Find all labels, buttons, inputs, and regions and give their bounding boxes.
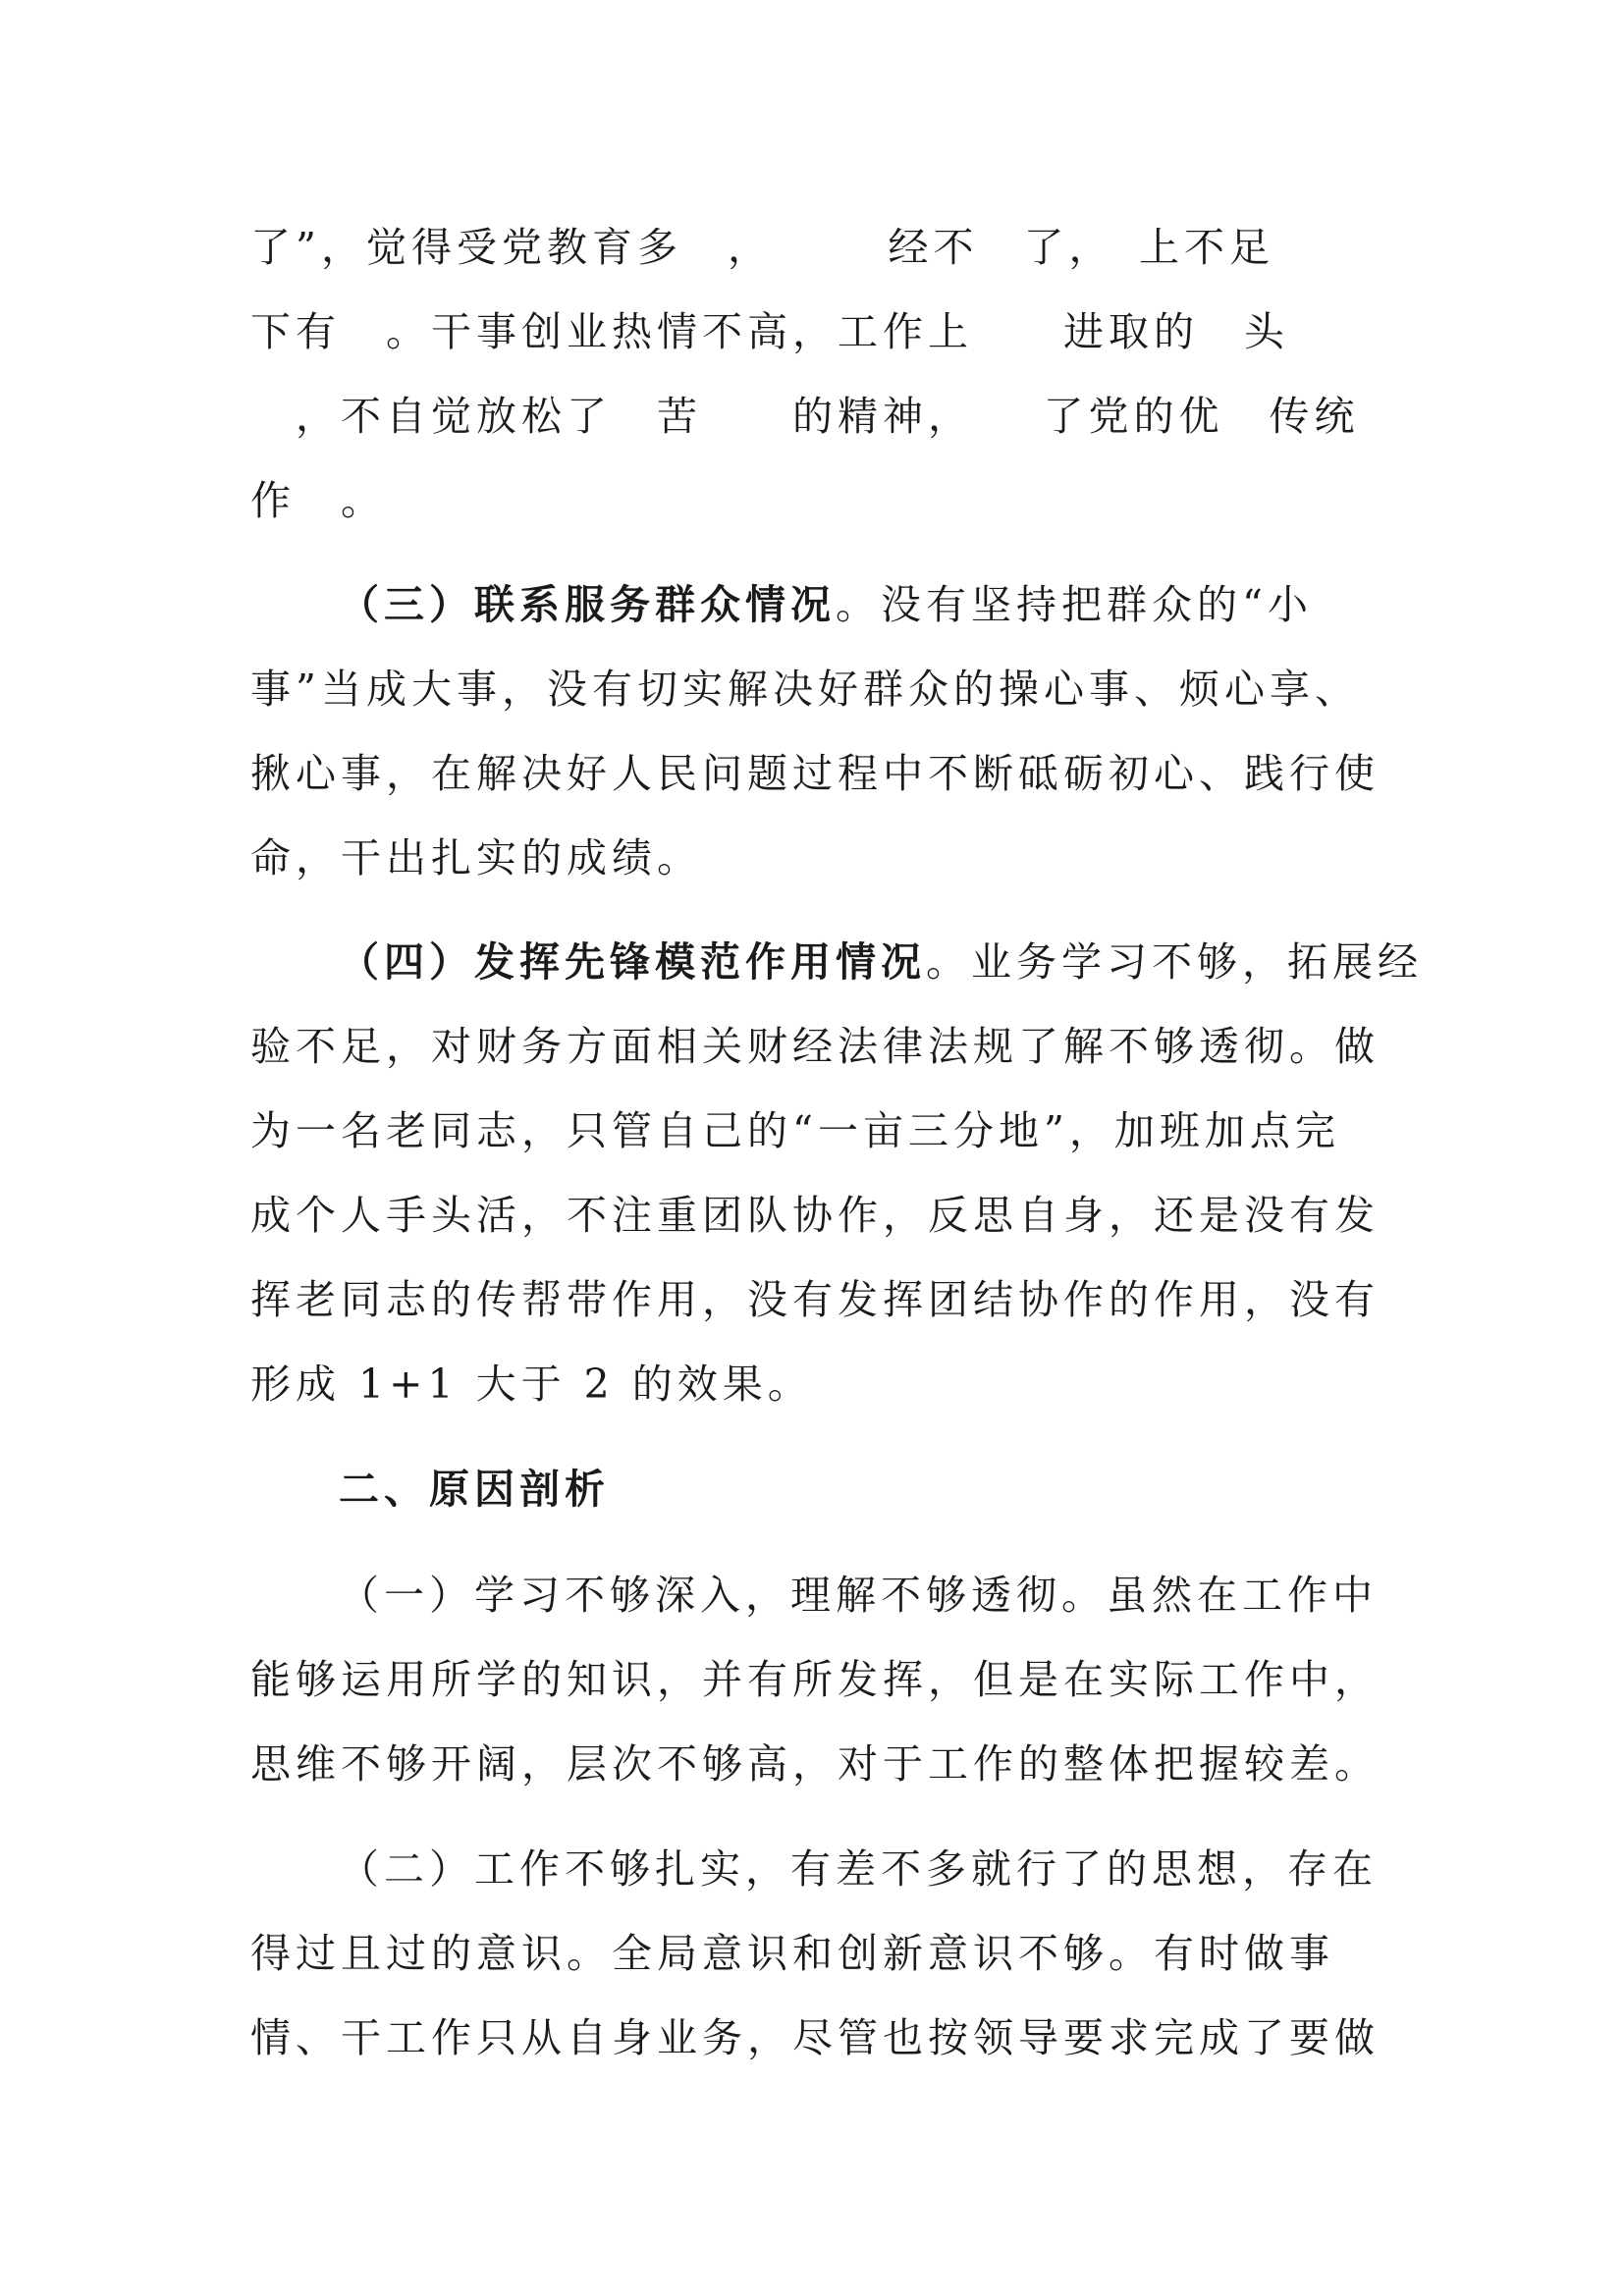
text-line: 挥老同志的传帮带作用，没有发挥团结协作的作用，没有 [250, 1276, 1380, 1323]
text-line: 命，干出扎实的成绩。 [250, 834, 702, 881]
paragraph-text: 。没有坚持把群众的“小 [836, 581, 1313, 628]
text-line: 思维不够开阔，层次不够高，对于工作的整体把握较差。 [250, 1740, 1380, 1788]
text-line: 为一名老同志，只管自己的“一亩三分地”，加班加点完 [250, 1107, 1340, 1154]
text-line: 成个人手头活，不注重团队协作，反思自身，还是没有发 [250, 1192, 1380, 1239]
text-line: 得过且过的意识。全局意识和创新意识不够。有时做事 [250, 1930, 1334, 1977]
text-line: 下有 。干事创业热情不高，工作上 进取的 头 [250, 308, 1289, 355]
section-title: 二、原因剖析 [339, 1466, 610, 1513]
paragraph-first-line [339, 938, 1423, 986]
text-line: 作 。 [250, 477, 386, 524]
text-line: 揪心事，在解决好人民问题过程中不断砥砺初心、践行使 [250, 750, 1380, 797]
text-line: 形成 1+1 大于 2 的效果。 [250, 1361, 813, 1408]
text-line: 了”，觉得受党教育多 ， 经不 了， 上不足 [250, 224, 1274, 271]
paragraph-text: 。业务学习不够，拓展经 [926, 938, 1423, 986]
paragraph-heading: （四）发挥先锋模范作用情况 [339, 938, 926, 986]
paragraph-first-line: （一）学习不够深入，理解不够透彻。虽然在工作中 [339, 1572, 1378, 1619]
text-line: 事”当成大事，没有切实解决好群众的操心事、烦心享、 [250, 666, 1360, 713]
text-line: 情、干工作只从自身业务，尽管也按领导要求完成了要做 [250, 2014, 1380, 2061]
paragraph-heading: （三）联系服务群众情况 [339, 581, 836, 628]
paragraph-first-line: （二）工作不够扎实，有差不多就行了的思想，存在 [339, 1845, 1378, 1893]
paragraph-first-line [339, 581, 1313, 628]
text-line: 验不足，对财务方面相关财经法律法规了解不够透彻。做 [250, 1023, 1380, 1070]
text-line: ，不自觉放松了 苦 的精神， 了党的优 传统 [250, 393, 1360, 440]
text-line: 能够运用所学的知识，并有所发挥，但是在实际工作中， [250, 1656, 1380, 1703]
